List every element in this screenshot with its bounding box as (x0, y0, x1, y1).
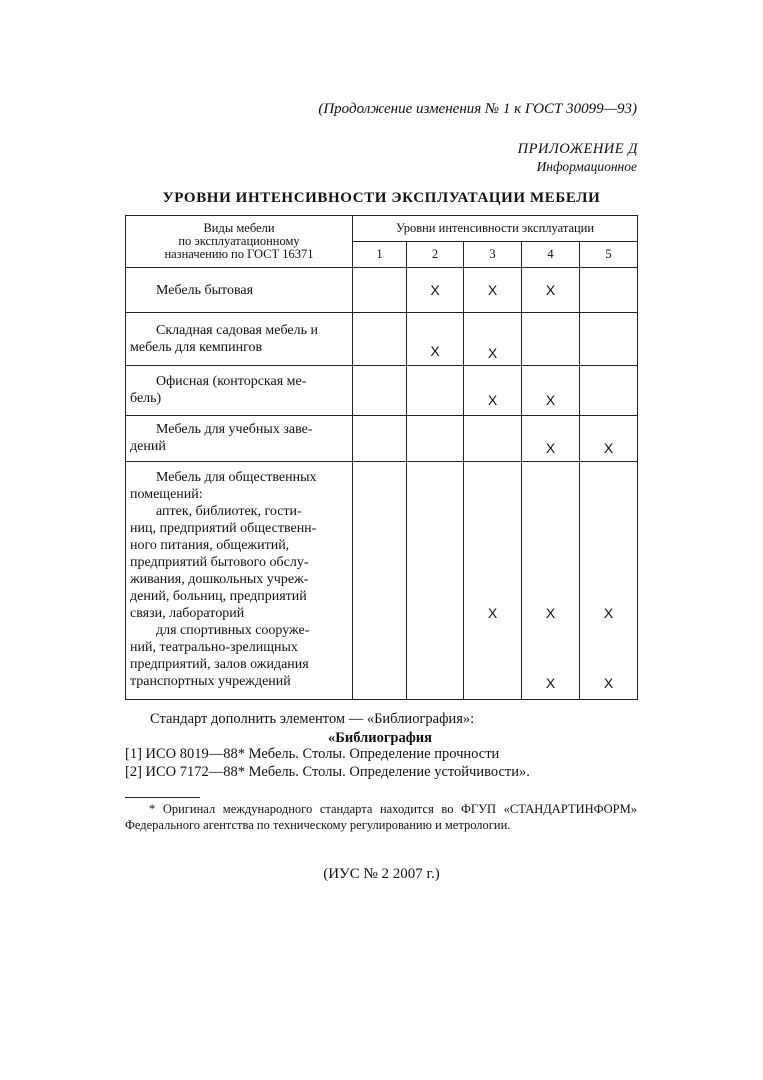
level-cell (407, 462, 464, 700)
level-cell (522, 462, 580, 700)
level-mark (464, 416, 522, 462)
level-header: 3 (464, 242, 522, 268)
continuation-note: (Продолжение изменения № 1 к ГОСТ 30099—93) (318, 101, 637, 117)
level-mark (407, 366, 464, 416)
kind-header (126, 216, 353, 268)
row-label-line: связи, лабораторий (130, 606, 245, 621)
level-mark (580, 313, 638, 366)
level-mark: X (580, 416, 638, 462)
footnote-divider (125, 797, 200, 798)
level-mark: X (522, 268, 580, 313)
level-mark (407, 416, 464, 462)
level-mark: X (464, 313, 522, 366)
level-mark: X (464, 268, 522, 313)
row-label-line: бель) (130, 391, 162, 406)
level-mark: X (545, 605, 556, 621)
row-sublabel-line: для спортивных сооруже- (156, 623, 310, 638)
level-mark: X (407, 313, 464, 366)
row-label-line: Мебель для общественных (156, 470, 317, 485)
level-mark: X (464, 366, 522, 416)
bibliography-title: «Библиография (328, 730, 432, 746)
level-mark (353, 313, 407, 366)
level-mark: X (487, 605, 498, 621)
table-row (126, 416, 638, 462)
row-label-line: дений, больниц, предприятий (130, 589, 307, 604)
table-row (126, 462, 638, 700)
level-mark (353, 416, 407, 462)
levels-header: Уровни интенсивности эксплуатации (353, 216, 638, 242)
row-sublabel-line: транспортных учреждений (130, 674, 291, 689)
level-mark: X (522, 366, 580, 416)
row-sublabel-line: ний, театрально-зрелищных (130, 640, 298, 655)
row-label-line: дений (130, 439, 166, 454)
kind-header-line: по эксплуатационному (178, 234, 300, 248)
appendix-subtitle: Информационное (536, 159, 637, 174)
level-mark: X (603, 675, 614, 691)
kind-header-line: Виды мебели (203, 221, 275, 235)
level-mark (353, 268, 407, 313)
row-label (126, 313, 353, 366)
level-header: 5 (580, 242, 638, 268)
table-row (126, 268, 638, 313)
reference-item: [1] ИСО 8019—88* Мебель. Столы. Определение прочности (125, 746, 500, 762)
level-header: 2 (407, 242, 464, 268)
level-mark (353, 366, 407, 416)
row-label (126, 366, 353, 416)
table-row (126, 366, 638, 416)
level-mark (522, 313, 580, 366)
level-header: 4 (522, 242, 580, 268)
ius-reference: (ИУС № 2 2007 г.) (323, 866, 440, 882)
level-mark: X (522, 416, 580, 462)
row-sublabel-line: предприятий, залов ожидания (130, 657, 309, 672)
row-label (126, 416, 353, 462)
level-cell (353, 462, 407, 700)
row-label-line: помещений: (130, 487, 203, 502)
level-mark (580, 366, 638, 416)
kind-header-line: назначению по ГОСТ 16371 (164, 247, 314, 261)
row-label-line: Складная садовая мебель и (156, 323, 318, 338)
row-label-line: аптек, библиотек, гости- (156, 504, 302, 519)
reference-item: [2] ИСО 7172—88* Мебель. Столы. Определение устойчивости». (125, 764, 530, 780)
row-label-line: ниц, предприятий общественн- (130, 521, 317, 536)
table-row (126, 313, 638, 366)
level-mark (580, 268, 638, 313)
row-label (126, 268, 353, 313)
row-label-line: Офисная (конторская ме- (156, 374, 307, 389)
level-mark: X (603, 605, 614, 621)
level-header: 1 (353, 242, 407, 268)
row-label-line: Мебель бытовая (156, 283, 254, 298)
level-cell (464, 462, 522, 700)
level-cell (580, 462, 638, 700)
row-label-line: мебель для кемпингов (130, 340, 263, 355)
row-label-line: ного питания, общежитий, (130, 538, 290, 553)
page-title: УРОВНИ ИНТЕНСИВНОСТИ ЭКСПЛУАТАЦИИ МЕБЕЛИ (162, 190, 601, 206)
appendix-title: ПРИЛОЖЕНИЕ Д (517, 141, 638, 157)
row-label-line: живания, дошкольных учреж- (130, 572, 309, 587)
row-label (126, 462, 353, 700)
footnote-text: * Оригинал международного стандарта находится во ФГУП «СТАНДАРТИНФОРМ» Федерального агентства по техническому регулированию и метрологии. (125, 802, 637, 832)
row-label-line: предприятий бытового обслу- (130, 555, 309, 570)
supplement-text: Стандарт дополнить элементом — «Библиография»: (150, 711, 475, 727)
row-label-line: Мебель для учебных заве- (156, 422, 313, 437)
level-mark: X (407, 268, 464, 313)
level-mark: X (545, 675, 556, 691)
intensity-table (125, 215, 638, 700)
